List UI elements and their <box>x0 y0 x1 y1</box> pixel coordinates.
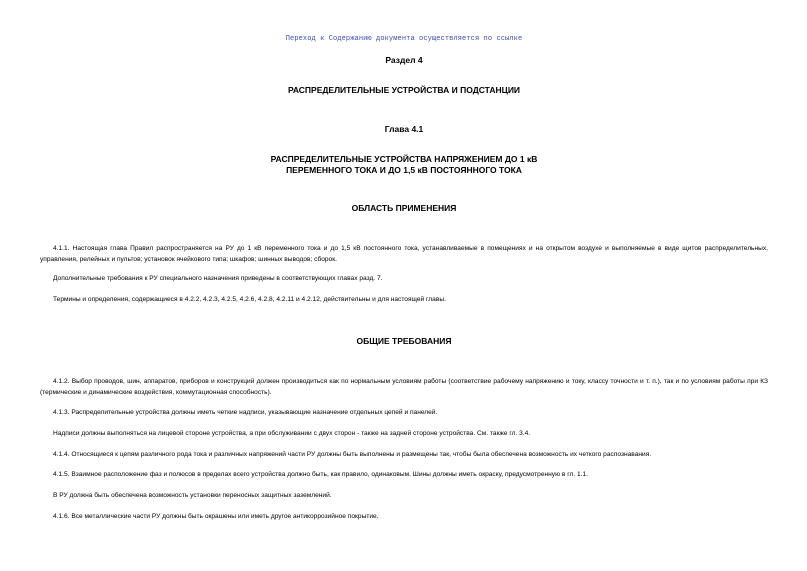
scope-heading: ОБЛАСТЬ ПРИМЕНЕНИЯ <box>351 203 457 213</box>
section-title: РАСПРЕДЕЛИТЕЛЬНЫЕ УСТРОЙСТВА И ПОДСТАНЦИИ <box>287 85 521 95</box>
section-heading: Раздел 4 <box>385 55 423 65</box>
paragraph-labels: Надписи должны выполняться на лицевой стороне устройства, а при обслуживании с двух сторон - также на задней стороне устройства. См. также гл. 3.4. <box>53 430 531 437</box>
paragraph-terms: Термины и определения, содержащиеся в 4.2.2, 4.2.3, 4.2.5, 4.2.6, 4.2.8, 4.2.11 и 4.2.12, действительны и для настоящей главы. <box>53 296 446 303</box>
paragraph-grounding: В РУ должна быть обеспечена возможность установки переносных защитных заземлений. <box>53 492 332 499</box>
chapter-title <box>40 154 768 176</box>
paragraph-4-1-5: 4.1.5. Взаимное расположение фаз и полюсов в пределах всего устройства должно быть, как правило, одинаковым. Шины должны иметь окраску, предусмотренную в гл. 1.1. <box>53 471 588 478</box>
general-requirements-heading: ОБЩИЕ ТРЕБОВАНИЯ <box>356 336 452 346</box>
chapter-title-line-2: ПЕРЕМЕННОГО ТОКА И ДО 1,5 кВ ПОСТОЯННОГО ТОКА <box>286 165 522 175</box>
chapter-heading: Глава 4.1 <box>384 124 424 134</box>
paragraph-4-1-3: 4.1.3. Распределительные устройства должны иметь четкие надписи, указывающие назначение отдельных цепей и панелей. <box>53 409 438 416</box>
paragraph-additional-requirements: Дополнительные требования к РУ специального назначения приведены в соответствующих главах разд. 7. <box>53 275 383 282</box>
paragraph-4-1-2: 4.1.2. Выбор проводов, шин, аппаратов, приборов и конструкций должен производиться как по нормальным условиям работы (соответствие рабочему напряжению и току, классу точности и т. п.), так и по условиям работы при КЗ (термические и динамические воздействия, коммутационная способность). <box>40 378 768 396</box>
paragraph-4-1-4: 4.1.4. Относящиеся к цепям различного рода тока и различных напряжений части РУ должны быть выполнены и размещены так, чтобы была обеспечена возможность их четкого распознавания. <box>53 451 652 458</box>
paragraph-4-1-1: 4.1.1. Настоящая глава Правил распространяется на РУ до 1 кВ переменного тока и до 1,5 кВ постоянного тока, устанавливаемые в помещениях и на открытом воздухе и выполняемые в виде щитов распределительных, управления, релейных и пультов; установок ячейкового типа; шкафов; шинных выводов; сборок. <box>40 245 768 263</box>
contents-link[interactable]: Переход к Содержанию документа осуществляется по ссылке <box>285 35 523 43</box>
paragraph-4-1-6: 4.1.6. Все металлические части РУ должны быть окрашены или иметь другое антикоррозийное покрытие. <box>53 513 379 520</box>
chapter-title-line-1: РАСПРЕДЕЛИТЕЛЬНЫЕ УСТРОЙСТВА НАПРЯЖЕНИЕМ ДО 1 кВ <box>270 154 538 164</box>
